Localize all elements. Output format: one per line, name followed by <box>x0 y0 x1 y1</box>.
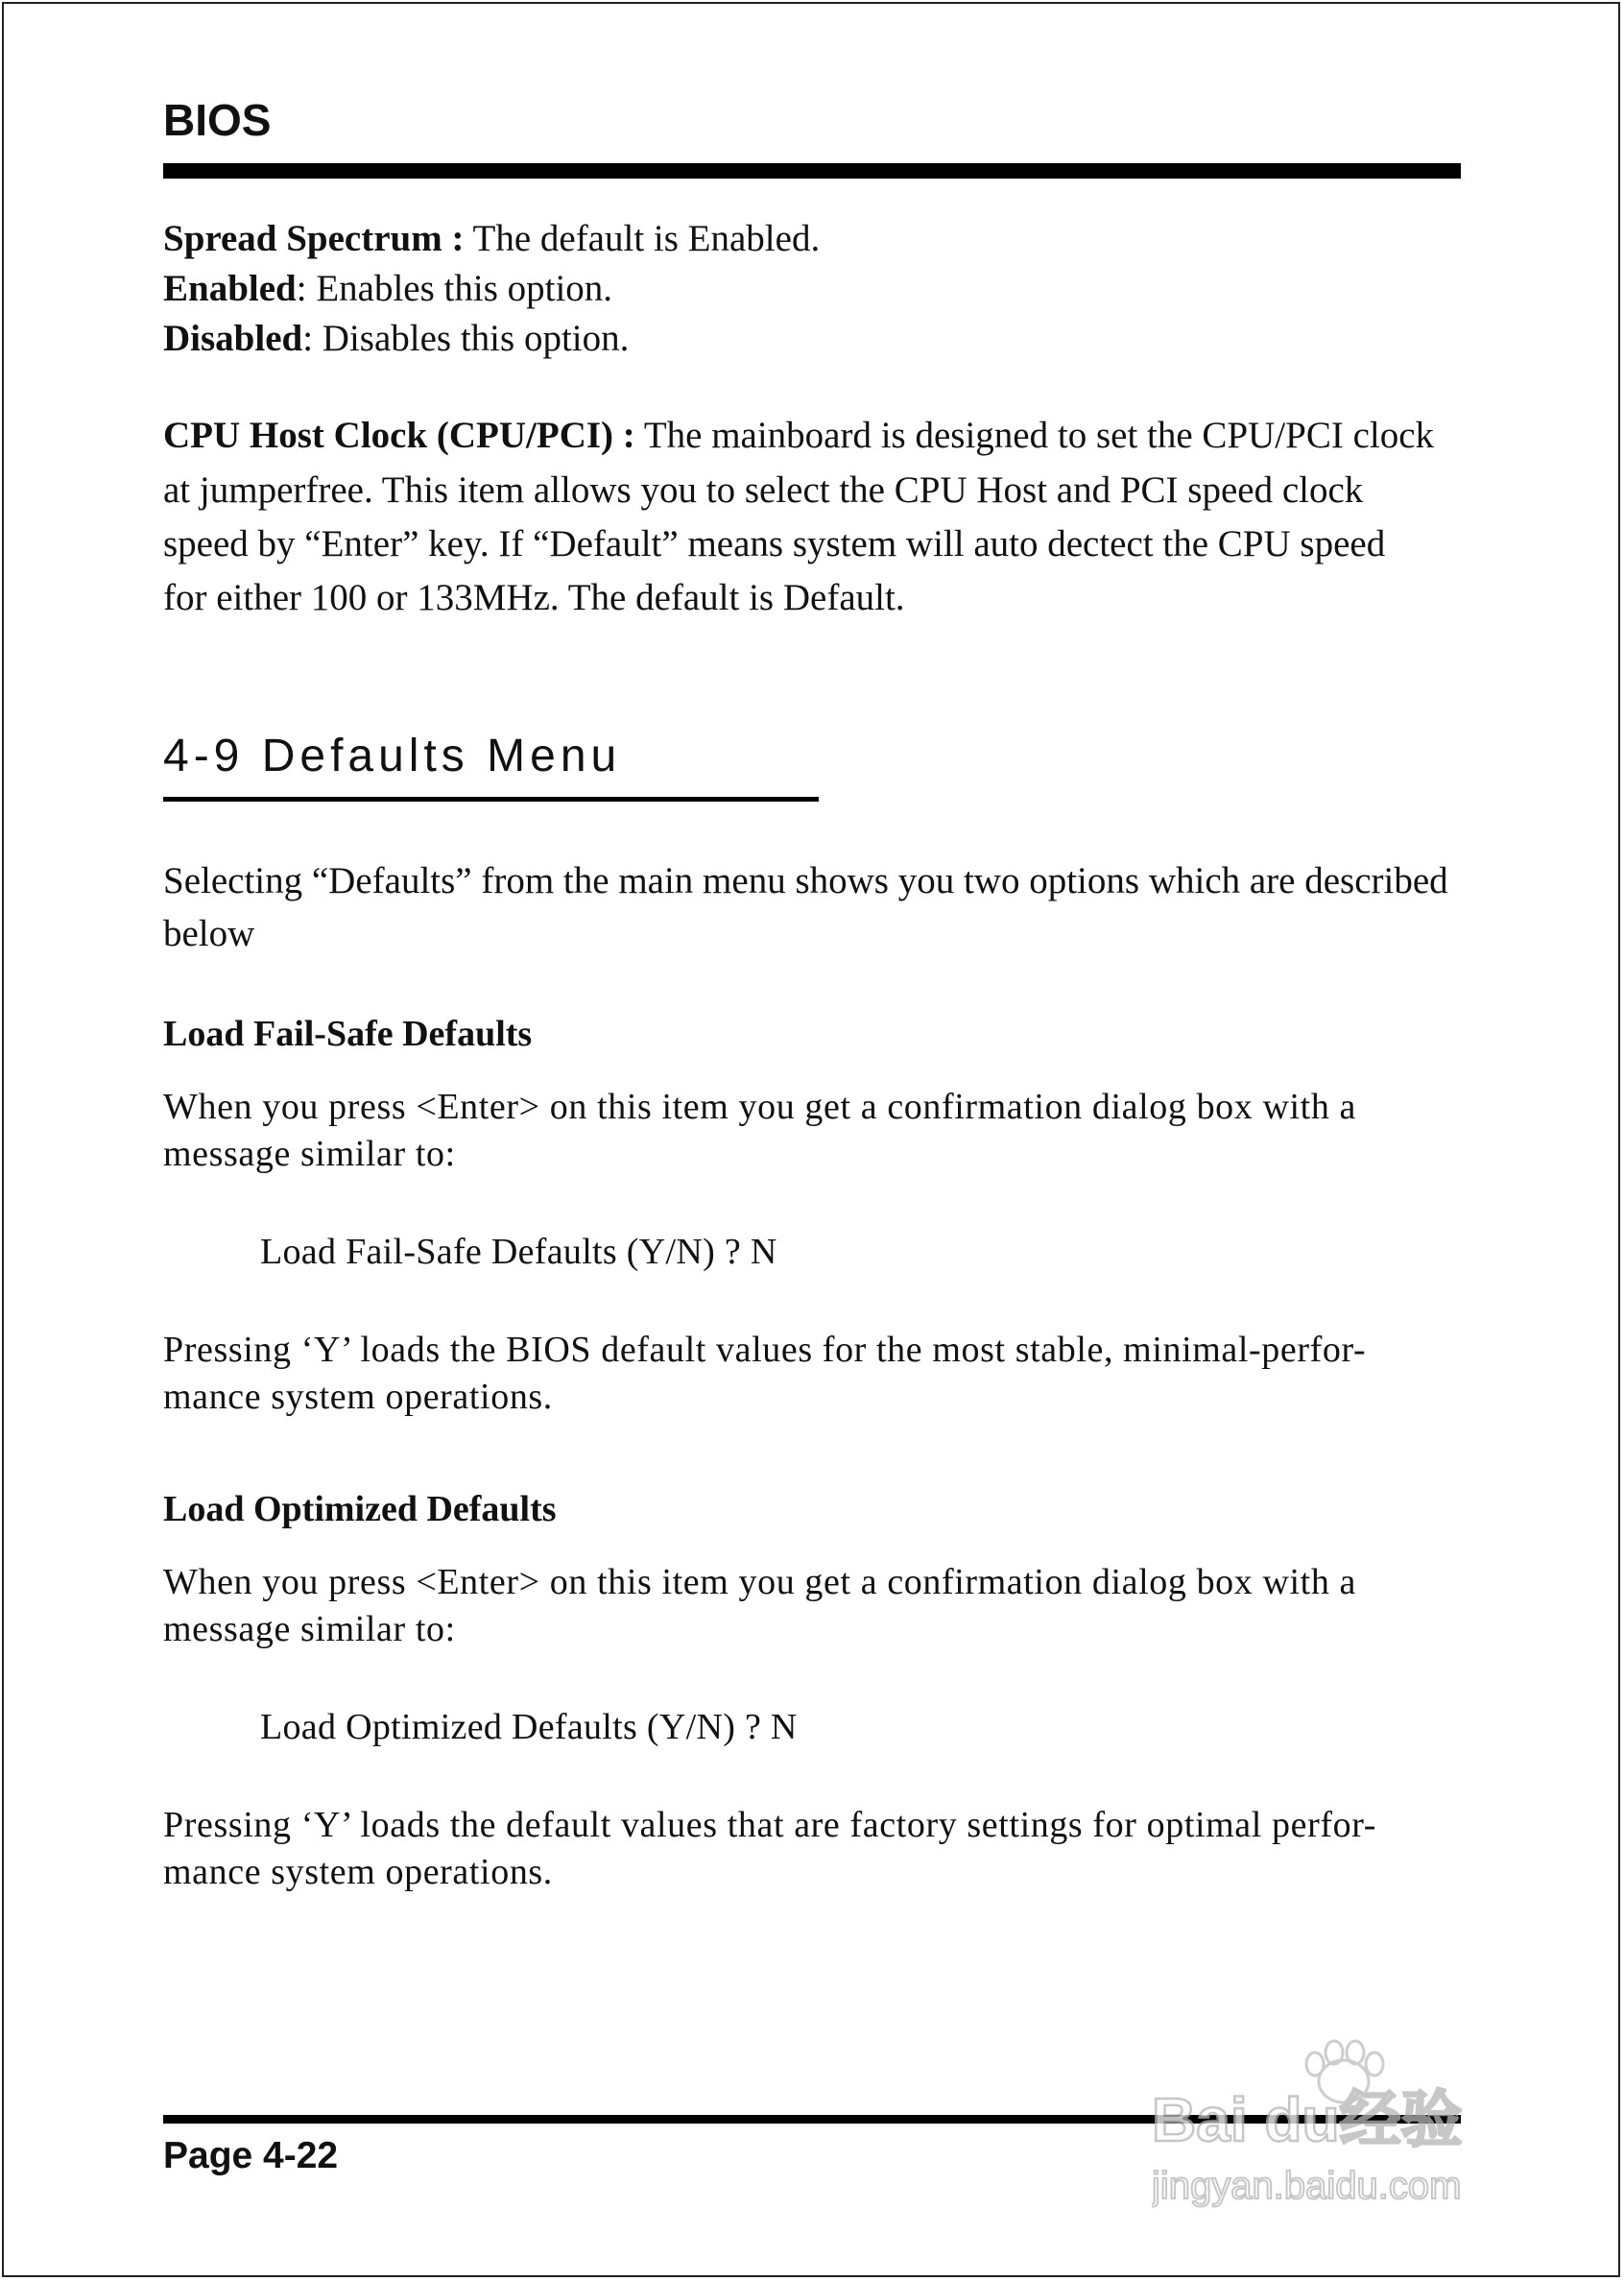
fail-safe-title: Load Fail-Safe Defaults <box>163 1014 533 1054</box>
section-intro-line2: below <box>163 913 255 954</box>
optimized-result-line2: mance system operations. <box>163 1852 553 1892</box>
fail-safe-line2: message similar to: <box>163 1134 456 1174</box>
spread-spectrum-desc: The default is Enabled. <box>472 218 821 259</box>
optimized-title: Load Optimized Defaults <box>163 1489 557 1529</box>
spread-spectrum-term: Spread Spectrum : <box>163 218 465 259</box>
baidu-watermark-logo <box>1152 2035 1536 2218</box>
fail-safe-line1: When you press <Enter> on this item you get a confirmation dialog box with a <box>163 1087 1356 1127</box>
watermark-url: jingyan.baidu.com <box>1152 2165 1462 2207</box>
cpu-host-clock-line2: at jumperfree. This item allows you to select the CPU Host and PCI speed clock <box>163 469 1364 511</box>
enabled-desc: : Enables this option. <box>296 268 613 309</box>
header-title: BIOS <box>163 95 272 145</box>
enabled-line <box>163 261 1478 316</box>
disabled-term: Disabled <box>163 318 303 359</box>
fail-safe-result-line1: Pressing ‘Y’ loads the BIOS default values for the most stable, minimal-perfor- <box>163 1330 1367 1370</box>
optimized-prompt: Load Optimized Defaults (Y/N) ? N <box>260 1707 798 1747</box>
section-heading-rule <box>163 797 819 802</box>
optimized-result-line1: Pressing ‘Y’ loads the default values that are factory settings for optimal perfor- <box>163 1805 1376 1845</box>
page-number: Page 4-22 <box>163 2135 339 2176</box>
cpu-host-clock-line4: for either 100 or 133MHz. The default is Default. <box>163 577 905 618</box>
cpu-host-clock-text1: The mainboard is designed to set the CPU/PCI clock <box>643 415 1435 456</box>
spread-spectrum-line <box>163 211 1478 266</box>
optimized-line2: message similar to: <box>163 1609 456 1649</box>
optimized-line1: When you press <Enter> on this item you get a confirmation dialog box with a <box>163 1562 1356 1602</box>
watermark-brand: Bai du经验 <box>1152 2085 1463 2154</box>
cpu-host-clock-line1 <box>163 408 1478 463</box>
disabled-desc: : Disables this option. <box>302 318 630 359</box>
fail-safe-result-line2: mance system operations. <box>163 1377 553 1417</box>
header-rule <box>163 163 1461 179</box>
section-intro-line1: Selecting “Defaults” from the main menu shows you two options which are described <box>163 860 1448 901</box>
fail-safe-prompt: Load Fail-Safe Defaults (Y/N) ? N <box>260 1232 777 1272</box>
enabled-term: Enabled <box>163 268 297 309</box>
disabled-line <box>163 311 1478 366</box>
cpu-host-clock-term: CPU Host Clock (CPU/PCI) : <box>163 415 635 456</box>
section-heading: 4-9 Defaults Menu <box>163 731 622 781</box>
cpu-host-clock-line3: speed by “Enter” key. If “Default” means system will auto dectect the CPU speed <box>163 523 1386 564</box>
